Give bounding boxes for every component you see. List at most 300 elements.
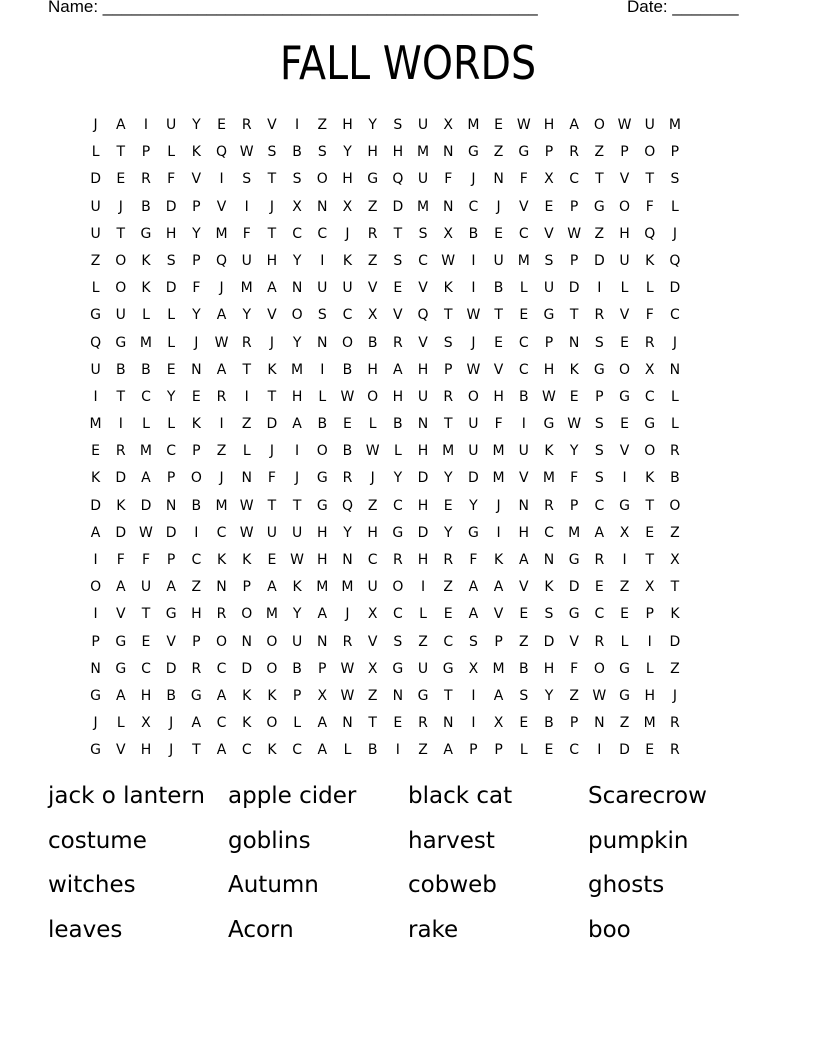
grid-letter: D [568,579,580,596]
grid-letter: R [594,307,605,324]
grid-letter: T [267,388,277,405]
grid-letter: A [468,606,479,623]
grid-letter: K [267,361,277,378]
grid-row [83,629,688,656]
grid-letter: W [592,687,607,704]
grid-letter: Z [670,524,680,541]
grid-letter: W [340,687,355,704]
grid-letter: R [141,171,151,188]
grid-letter: G [619,497,630,514]
grid-letter: C [216,715,227,732]
grid-letter: T [494,307,503,324]
grid-letter: B [342,443,353,460]
grid-letter: R [367,225,378,242]
grid-letter: V [267,307,277,324]
grid-letter: P [318,660,327,677]
grid-letter: J [219,280,224,297]
grid-letter: E [267,552,277,568]
grid-letter: O [644,144,656,161]
grid-letter: I [244,198,249,215]
word-bank-item: cobweb [408,872,497,898]
grid-letter: P [645,606,654,623]
grid-letter: P [569,497,579,514]
grid-letter: V [367,633,378,650]
grid-letter: I [118,416,123,433]
grid-letter: G [316,470,328,487]
grid-letter: X [644,361,655,378]
grid-letter: C [367,552,378,568]
grid-letter: J [169,742,174,759]
grid-letter: V [367,280,378,297]
grid-letter: O [291,307,303,324]
grid-letter: F [494,416,503,433]
grid-letter: T [368,715,377,732]
grid-letter: G [593,361,605,378]
grid-letter: X [544,171,554,188]
grid-letter: Q [417,307,429,324]
grid-row [83,656,688,683]
grid-letter: K [242,715,252,732]
grid-letter: S [519,687,529,704]
grid-letter: T [267,497,277,514]
grid-letter: V [115,742,126,759]
grid-letter: I [597,742,602,759]
word-bank-item: pumpkin [588,827,689,854]
grid-letter: B [115,361,126,378]
grid-letter: P [443,361,453,378]
grid-letter: A [191,715,202,732]
grid-letter: N [342,552,353,568]
grid-letter: W [290,552,305,568]
grid-letter: Y [242,307,251,324]
grid-letter: W [239,524,254,541]
word-bank-item: costume [48,827,147,854]
grid-letter: R [241,117,252,133]
grid-letter: G [90,742,102,759]
grid-letter: O [619,361,631,378]
grid-letter: M [416,198,430,215]
grid-letter: V [115,606,126,623]
grid-letter: J [93,715,98,732]
grid-letter: Z [619,579,630,596]
grid-letter: C [392,497,403,514]
grid-letter: Q [644,225,656,242]
grid-letter: K [645,470,655,487]
grid-letter: G [140,225,152,242]
grid-letter: S [242,171,252,188]
grid-letter: P [166,470,176,487]
grid-letter: J [345,225,350,242]
grid-letter: K [191,144,201,161]
grid-letter: X [141,715,151,732]
grid-letter: G [543,416,555,433]
grid-letter: G [392,660,404,677]
grid-letter: H [417,497,429,514]
grid-letter: B [518,660,529,677]
grid-letter: U [543,280,555,297]
grid-letter: I [320,361,325,378]
grid-row [83,520,688,547]
grid-letter: D [669,280,681,297]
grid-letter: U [468,443,479,460]
grid-letter: T [242,361,251,378]
grid-letter: K [242,687,252,704]
grid-row [83,357,688,384]
grid-letter: G [316,497,328,514]
grid-letter: K [216,552,227,568]
grid-letter: A [216,742,227,759]
grid-letter: T [267,225,277,242]
grid-letter: N [241,470,252,487]
grid-letter: O [115,252,127,269]
grid-letter: A [518,552,529,568]
grid-row [83,384,688,411]
grid-letter: F [519,171,528,188]
grid-letter: P [166,552,176,568]
grid-letter: N [493,171,504,188]
grid-letter: O [341,334,353,351]
grid-letter: S [594,470,604,487]
grid-letter: O [644,443,656,460]
grid-letter: O [593,117,605,133]
grid-letter: T [645,497,654,514]
grid-letter: M [89,416,102,433]
grid-letter: O [367,388,379,405]
grid-letter: Y [343,144,352,161]
grid-letter: N [442,198,454,215]
grid-letter: Z [367,198,378,215]
grid-letter: F [469,552,478,568]
grid-letter: J [93,117,98,133]
grid-letter: V [518,470,529,487]
grid-letter: C [670,307,680,324]
grid-letter: Q [216,144,228,161]
grid-letter: A [115,579,126,596]
grid-letter: W [516,117,531,133]
grid-letter: C [443,633,454,650]
grid-letter: P [469,742,478,759]
grid-letter: Z [216,443,227,460]
grid-letter: L [167,144,176,161]
grid-letter: T [645,552,654,568]
grid-letter: L [519,280,528,297]
grid-letter: E [494,117,504,133]
grid-letter: O [190,470,202,487]
grid-letter: I [496,524,501,541]
grid-letter: E [645,524,655,541]
grid-letter: U [367,579,378,596]
grid-letter: D [669,633,681,650]
grid-letter: N [90,660,101,677]
grid-letter: Z [317,117,328,133]
grid-letter: I [395,742,400,759]
grid-letter: Q [341,497,353,514]
grid-letter: S [544,252,554,269]
grid-letter: S [393,633,403,650]
grid-letter: L [167,307,176,324]
grid-letter: P [292,687,302,704]
grid-letter: C [216,524,227,541]
grid-letter: D [417,470,429,487]
grid-letter: M [416,144,430,161]
grid-letter: E [544,198,554,215]
grid-letter: U [90,225,101,242]
grid-letter: V [393,307,403,324]
grid-letter: O [316,443,328,460]
grid-letter: L [645,280,654,297]
grid-letter: R [594,552,605,568]
grid-letter: I [219,416,224,433]
grid-letter: L [91,280,100,297]
grid-letter: X [493,715,504,732]
grid-letter: G [619,687,630,704]
word-bank-item: Scarecrow [588,783,707,809]
word-bank-item: apple cider [228,783,357,809]
grid-letter: A [317,606,328,623]
grid-letter: G [115,660,127,677]
grid-letter: J [672,225,677,242]
grid-letter: R [594,633,605,650]
grid-letter: L [671,198,679,215]
grid-letter: V [619,307,630,324]
grid-letter: D [619,742,630,759]
grid-letter: G [619,388,630,405]
grid-letter: O [316,171,328,188]
grid-letter: W [239,497,254,514]
grid-letter: S [670,171,680,188]
grid-letter: H [417,361,429,378]
grid-letter: G [467,144,479,161]
grid-letter: M [215,225,228,242]
grid-row [83,166,688,193]
grid-letter: H [367,361,378,378]
grid-letter: L [116,715,125,732]
grid-letter: X [468,660,479,677]
grid-letter: J [194,334,199,351]
grid-letter: D [241,660,253,677]
grid-letter: G [115,633,127,650]
grid-letter: P [670,144,680,161]
grid-letter: T [645,171,654,188]
grid-letter: V [619,443,630,460]
grid-letter: G [417,687,429,704]
grid-letter: J [370,470,375,487]
grid-letter: I [622,552,627,568]
grid-letter: C [216,660,227,677]
grid-letter: W [542,388,556,405]
grid-letter: E [393,280,403,297]
grid-letter: H [493,388,504,405]
grid-letter: S [317,144,327,161]
grid-letter: C [518,225,529,242]
grid-letter: L [167,334,176,351]
grid-letter: Y [192,225,201,242]
grid-letter: A [493,687,504,704]
grid-letter: Z [241,416,252,433]
grid-letter: F [570,470,579,487]
grid-letter: J [169,715,174,732]
grid-letter: K [267,687,277,704]
grid-letter: K [267,742,277,759]
word-bank-item: witches [48,872,136,898]
grid-letter: D [593,252,605,269]
grid-letter: L [645,660,654,677]
grid-letter: L [318,388,327,405]
grid-letter: T [670,579,680,596]
grid-letter: K [544,443,554,460]
grid-letter: O [266,633,278,650]
grid-letter: T [443,687,453,704]
grid-letter: E [443,497,453,514]
grid-letter: J [219,470,224,487]
grid-letter: S [418,225,428,242]
grid-letter: H [291,388,303,405]
grid-letter: N [392,687,404,704]
grid-letter: D [90,497,101,514]
grid-letter: C [392,606,403,623]
grid-letter: V [166,633,176,650]
grid-letter: D [266,416,278,433]
grid-letter: P [242,579,251,596]
grid-row [83,248,688,275]
grid-letter: J [471,171,476,188]
grid-letter: D [392,198,404,215]
grid-letter: W [466,307,481,324]
grid-letter: U [644,117,655,133]
grid-letter: D [165,524,177,541]
grid-letter: W [441,252,456,269]
grid-letter: M [215,497,228,514]
grid-letter: Y [368,117,377,133]
grid-letter: U [166,117,177,133]
grid-letter: O [593,660,605,677]
grid-letter: E [443,606,453,623]
grid-letter: K [670,606,680,623]
grid-letter: Y [192,117,201,133]
grid-letter: T [116,388,126,405]
grid-letter: H [367,524,378,541]
grid-letter: L [671,388,679,405]
grid-letter: S [393,252,403,269]
grid-letter: R [342,470,353,487]
grid-letter: G [442,660,454,677]
word-bank-item: goblins [228,827,311,854]
grid-letter: C [594,606,605,623]
grid-letter: E [141,633,151,650]
grid-letter: P [494,633,503,650]
grid-letter: Z [367,687,378,704]
grid-row [83,737,688,764]
grid-letter: V [518,579,529,596]
grid-letter: S [544,606,554,623]
grid-letter: H [417,552,429,568]
grid-letter: G [518,144,530,161]
grid-letter: V [493,606,504,623]
grid-letter: M [492,443,505,460]
grid-letter: E [620,416,629,433]
grid-letter: C [544,524,554,541]
grid-letter: A [166,579,176,596]
grid-letter: B [670,470,680,487]
grid-letter: E [217,117,226,133]
grid-letter: G [165,606,177,623]
grid-letter: R [392,552,403,568]
grid-letter: J [471,334,476,351]
grid-letter: G [392,524,404,541]
grid-letter: J [496,497,501,514]
word-bank-item: Acorn [228,916,294,943]
grid-letter: R [418,715,428,732]
grid-letter: W [340,388,355,405]
grid-letter: H [392,388,404,405]
grid-letter: D [115,524,127,541]
grid-letter: N [191,361,202,378]
grid-letter: L [393,443,402,460]
grid-letter: M [492,660,505,677]
grid-letter: X [292,198,302,215]
grid-letter: R [216,388,227,405]
grid-letter: N [241,633,252,650]
grid-letter: M [668,117,681,133]
grid-letter: M [517,252,530,269]
grid-letter: E [166,361,176,378]
grid-letter: M [492,470,505,487]
grid-letter: N [518,497,530,514]
grid-letter: C [241,742,252,759]
grid-letter: M [542,470,556,487]
grid-letter: B [191,497,202,514]
grid-letter: Z [418,742,428,759]
grid-letter: C [141,660,151,677]
grid-letter: A [141,470,151,487]
grid-letter: H [191,606,202,623]
grid-letter: A [267,579,277,596]
grid-letter: S [594,334,604,351]
grid-letter: U [417,388,429,405]
grid-letter: V [493,361,504,378]
grid-letter: X [619,524,630,541]
grid-letter: Z [619,715,630,732]
grid-letter: M [442,443,455,460]
grid-letter: E [620,334,629,351]
grid-letter: G [190,687,202,704]
grid-letter: N [317,198,328,215]
grid-letter: E [116,171,126,188]
grid-letter: D [90,171,101,188]
grid-letter: V [191,171,202,188]
grid-letter: U [417,171,429,188]
grid-letter: Z [90,252,101,269]
grid-letter: Y [292,334,302,351]
grid-letter: A [292,416,302,433]
grid-letter: I [244,388,249,405]
grid-letter: S [468,633,478,650]
grid-letter: P [91,633,100,650]
grid-letter: N [543,552,555,568]
grid-letter: Z [594,144,605,161]
grid-letter: C [292,742,302,759]
grid-letter: F [192,280,201,297]
grid-letter: S [393,117,403,133]
grid-letter: H [417,443,429,460]
grid-letter: G [619,660,630,677]
grid-letter: E [494,225,504,242]
grid-letter: Z [493,144,504,161]
grid-letter: Y [443,470,453,487]
word-bank-item: rake [408,916,459,943]
grid-letter: B [166,687,176,704]
grid-letter: W [567,225,582,242]
